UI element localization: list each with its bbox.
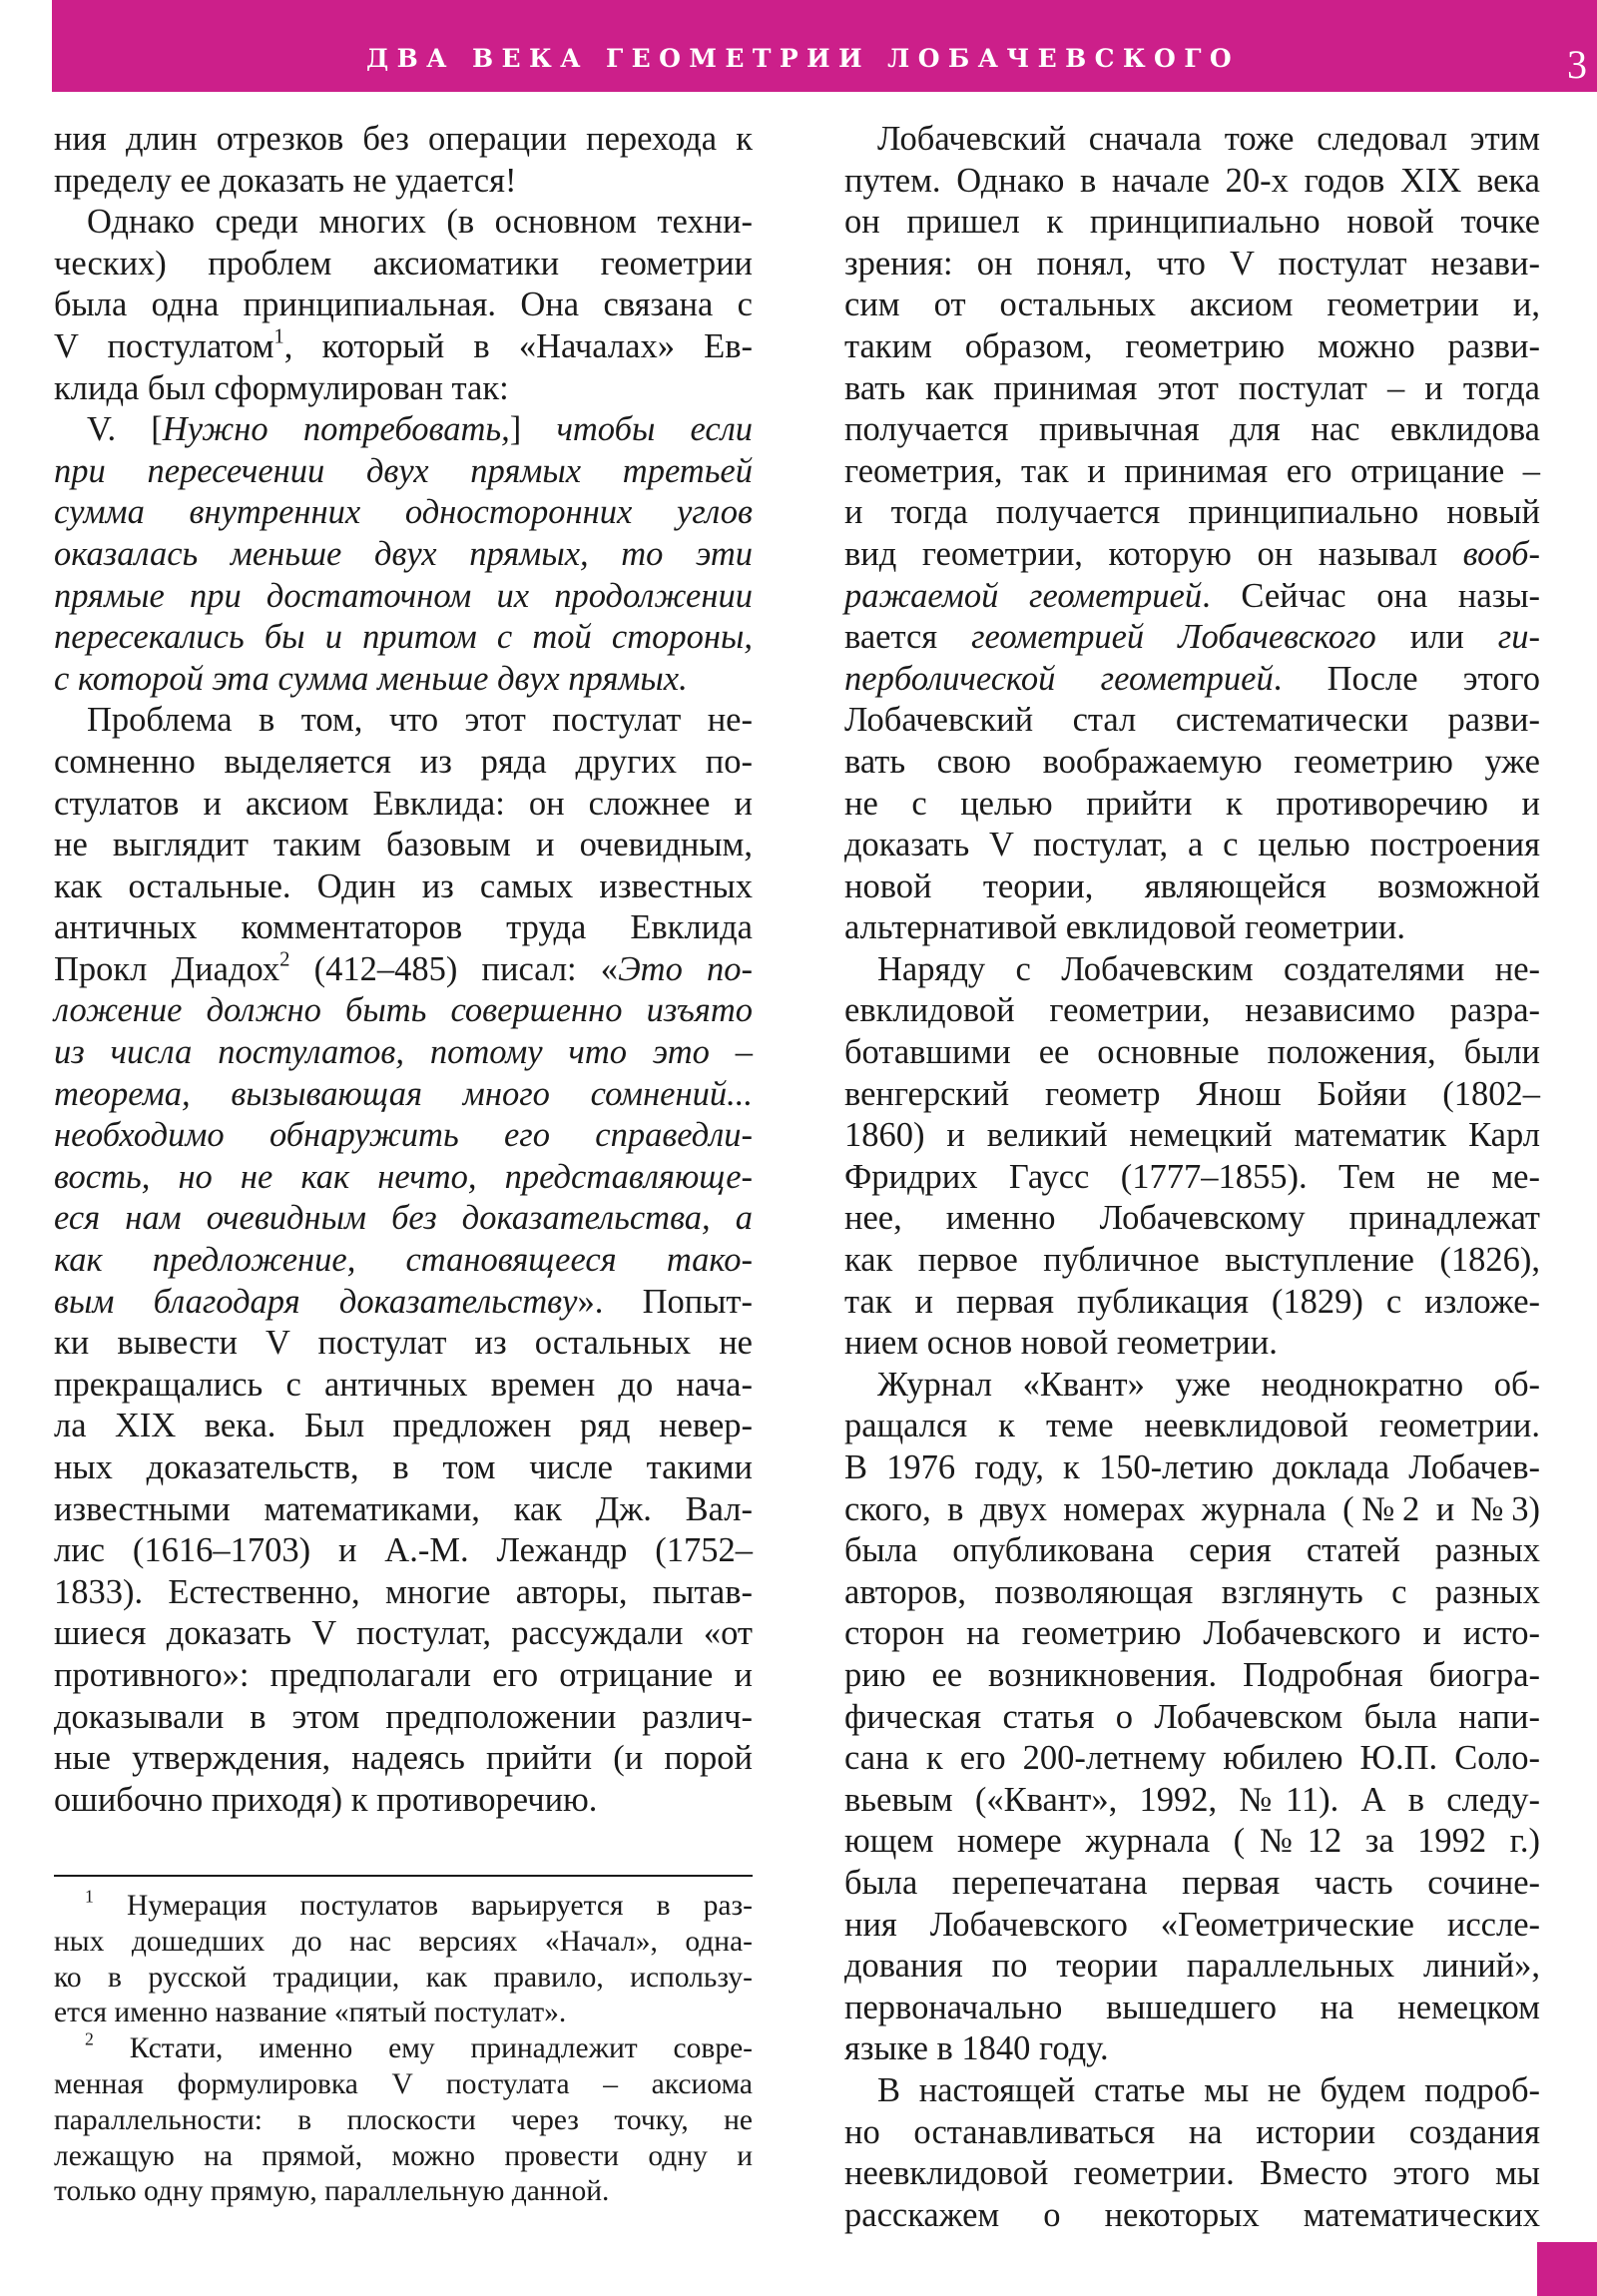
text-line: шиеся доказать V постулат, рассуждали «от	[54, 1614, 753, 1653]
text-line: вьевым («Квант», 1992, №11). А в следу-	[844, 1780, 1540, 1819]
text-line: из числа постулатов, потому что это –	[54, 1033, 753, 1072]
text-line: вается геометрией Лобачевского или ги-	[844, 618, 1540, 657]
text-line: неевклидовой геометрии. Вместо этого мы	[844, 2154, 1540, 2193]
paragraph	[844, 2070, 1540, 2236]
text-line: была опубликована серия статей разных	[844, 1531, 1540, 1570]
text-line: ботавшими ее основные положения, были	[844, 1033, 1540, 1072]
text-line: новой теории, являющейся возможной	[844, 866, 1540, 905]
text-line: вость, но не как нечто, представляюще-	[54, 1157, 753, 1196]
text-line: при пересечении двух прямых третьей	[54, 451, 753, 490]
text-line: необходимо обнаружить его справедли-	[54, 1116, 753, 1155]
text-line: как предложение, становящееся тако-	[54, 1241, 753, 1280]
text-line: фическая статья о Лобачевском была напи-	[844, 1697, 1540, 1736]
text-line: зрения: он понял, что V постулат незави-	[844, 244, 1540, 283]
text-line: так и первая публикация (1829) с изложе-	[844, 1282, 1540, 1321]
text-line: ется именно название «пятый постулат».	[54, 1997, 567, 2029]
text-line: геометрия, так и принимая его отрицание –	[844, 451, 1540, 490]
text-line: не выглядит таким базовым и очевидным,	[54, 826, 753, 864]
page-number: 3	[1567, 42, 1587, 87]
text-line: теорема, вызывающая много сомнений...	[54, 1074, 753, 1113]
paragraph	[844, 949, 1540, 1365]
footnote-divider	[54, 1875, 753, 1877]
text-line: не с целью прийти к противоречию и	[844, 784, 1540, 823]
footnote-2	[54, 2028, 753, 2210]
text-line: ния длин отрезков без операции перехода к	[54, 120, 753, 158]
paragraph	[54, 202, 753, 409]
text-line: была перепечатана первая часть сочине-	[844, 1863, 1540, 1902]
text-line: нее, именно Лобачевскому принадлежат	[844, 1199, 1540, 1238]
postulate-quote	[54, 409, 753, 700]
text-line: Фридрих Гаусс (1777–1855). Тем не ме-	[844, 1157, 1540, 1196]
text-line: ных дошедших до нас версиях «Начал», одна-	[54, 1925, 753, 1958]
page-header-bar	[52, 0, 1597, 92]
text-line: ошибочно приходя) к противоречию.	[54, 1780, 598, 1819]
text-line: параллельности: в плоскости через точку, не	[54, 2103, 753, 2136]
text-line: Однако среди многих (в основном техни-	[87, 203, 753, 242]
text-line: венгерский геометр Янош Бойяи (1802–	[844, 1074, 1540, 1113]
text-line: ращался к теме неевклидовой геометрии.	[844, 1407, 1540, 1445]
text-line: $^2$ Кстати, именно ему принадлежит совре-	[85, 2028, 753, 2065]
text-line: В 1976 году, к 150-летию доклада Лобачев-	[844, 1448, 1540, 1486]
text-line: ского, в двух номерах журнала (№2 и №3)	[844, 1489, 1540, 1528]
text-line: ла XIX века. Был предложен ряд невер-	[54, 1407, 753, 1445]
running-title: ДВА ВЕКА ГЕОМЕТРИИ ЛОБАЧЕВСКОГО	[366, 44, 1241, 73]
text-line: получается привычная для нас евклидова	[844, 410, 1540, 449]
paragraph	[844, 119, 1540, 949]
text-line: как остальные. Один из самых известных	[54, 866, 753, 905]
text-line: сим от остальных аксиом геометрии и,	[844, 286, 1540, 324]
text-line: V постулатом$^1$, который в «Началах» Ев-	[54, 325, 753, 365]
text-line: первоначально вышедшего на немецком	[844, 1988, 1540, 2026]
text-line: V. [Нужно потребовать,] чтобы если	[87, 410, 753, 449]
text-line: стулатов и аксиом Евклида: он сложнее и	[54, 784, 753, 823]
text-line: рию ее возникновения. Подробная биогра-	[844, 1655, 1540, 1694]
text-line: была одна принципиальная. Она связана с	[54, 286, 753, 324]
text-line: сана к его 200-летнему юбилею Ю.П. Соло-	[844, 1739, 1540, 1778]
text-line: и тогда получается принципиально новый	[844, 493, 1540, 532]
text-line: Прокл Диадох$^2$ (412–485) писал: «Это по-	[54, 948, 753, 988]
text-line: Наряду с Лобачевским создателями не-	[877, 949, 1540, 988]
text-line: сторон на геометрию Лобачевского и исто-	[844, 1614, 1540, 1653]
text-line: евклидовой геометрии, независимо разра-	[844, 991, 1540, 1030]
text-line: клида был сформулирован так:	[54, 368, 509, 407]
text-line: пределу ее доказать не удается!	[54, 161, 517, 200]
paragraph	[844, 1365, 1540, 2070]
paragraph	[54, 700, 753, 1821]
text-line: вать как принимая этот постулат – и тогда	[844, 368, 1540, 407]
text-line: $^1$ Нумерация постулатов варьируется в раз-	[85, 1886, 753, 1922]
text-line: противного»: предполагали его отрицание и	[54, 1655, 753, 1694]
text-line: ния Лобачевского «Геометрические иссле-	[844, 1905, 1540, 1944]
text-line: с которой эта сумма меньше двух прямых.	[54, 659, 688, 698]
text-line: прямые при достаточном их продолжении	[54, 576, 753, 615]
text-line: перболической геометрией. После этого	[844, 659, 1540, 698]
text-line: Проблема в том, что этот постулат не-	[87, 701, 753, 740]
footnote-marker: 2	[85, 2028, 94, 2049]
text-line: путем. Однако в начале 20-х годов XIX века	[844, 161, 1540, 200]
paragraph	[54, 119, 753, 202]
text-line: только одну прямую, параллельную данной.	[54, 2175, 610, 2208]
text-line: ражаемой геометрией. Сейчас она назы-	[844, 576, 1540, 615]
text-line: менная формулировка V постулата – аксиома	[54, 2067, 753, 2100]
footnote-1	[54, 1886, 753, 2031]
text-line: пересекались бы и притом с той стороны,	[54, 618, 753, 657]
text-line: авторов, позволяющая взглянуть с разных	[844, 1572, 1540, 1611]
text-line: лис (1616–1703) и А.-М. Лежандр (1752–	[54, 1531, 753, 1570]
text-line: сомненно выделяется из ряда других по-	[54, 742, 753, 781]
corner-accent-block	[1537, 2242, 1597, 2296]
text-line: вым благодаря доказательству». Попыт-	[54, 1282, 753, 1321]
text-line: античных комментаторов труда Евклида	[54, 908, 753, 947]
text-line: 1860) и великий немецкий математик Карл	[844, 1116, 1540, 1155]
text-line: как первое публичное выступление (1826),	[844, 1241, 1540, 1280]
text-line: лежащую на прямой, можно провести одну и	[54, 2139, 753, 2172]
text-line: известными математиками, как Дж. Вал-	[54, 1489, 753, 1528]
text-line: дования по теории параллельных линий»,	[844, 1947, 1540, 1986]
text-line: Лобачевский стал систематически разви-	[844, 701, 1540, 740]
text-line: языке в 1840 году.	[844, 2029, 1109, 2068]
footnote-ref: 2	[279, 948, 290, 971]
text-line: ложение должно быть совершенно изъято	[54, 991, 753, 1030]
text-line: прекращались с античных времен до нача-	[54, 1365, 753, 1404]
text-line: Журнал «Квант» уже неоднократно об-	[877, 1365, 1540, 1404]
text-line: альтернативой евклидовой геометрии.	[844, 908, 1405, 947]
text-line: ных доказательств, в том числе такими	[54, 1448, 753, 1486]
text-line: 1833). Естественно, многие авторы, пытав-	[54, 1572, 753, 1611]
footnote-marker: 1	[85, 1886, 94, 1907]
footnote-ref: 1	[273, 325, 284, 348]
text-line: ки вывести V постулат из остальных не	[54, 1324, 753, 1363]
text-line: ющем номере журнала (№12 за 1992 г.)	[844, 1822, 1540, 1861]
right-column	[844, 119, 1540, 2236]
text-line: но останавливаться на истории создания	[844, 2112, 1540, 2151]
text-line: доказывали в этом предположении различ-	[54, 1697, 753, 1736]
text-line: расскажем о некоторых математических	[844, 2195, 1540, 2234]
text-line: нием основ новой геометрии.	[844, 1324, 1278, 1363]
text-line: ческих) проблем аксиоматики геометрии	[54, 244, 753, 283]
text-line: он пришел к принципиально новой точке	[844, 203, 1540, 242]
text-line: еся нам очевидным без доказательства, а	[54, 1199, 753, 1238]
text-line: вид геометрии, которую он называл вооб-	[844, 534, 1540, 573]
text-line: доказать V постулат, а с целью построения	[844, 826, 1540, 864]
text-line: вать свою воображаемую геометрию уже	[844, 742, 1540, 781]
text-line: Лобачевский сначала тоже следовал этим	[877, 120, 1540, 158]
text-line: ко в русской традиции, как правило, использу-	[54, 1961, 753, 1994]
text-line: оказалась меньше двух прямых, то эти	[54, 534, 753, 573]
left-column	[54, 119, 753, 1821]
footnotes	[54, 1886, 753, 2210]
text-line: таким образом, геометрию можно разви-	[844, 326, 1540, 365]
text-line: сумма внутренних односторонних углов	[54, 493, 753, 532]
text-line: ные утверждения, надеясь прийти (и порой	[54, 1739, 753, 1778]
text-line: В настоящей статье мы не будем подроб-	[877, 2070, 1540, 2109]
